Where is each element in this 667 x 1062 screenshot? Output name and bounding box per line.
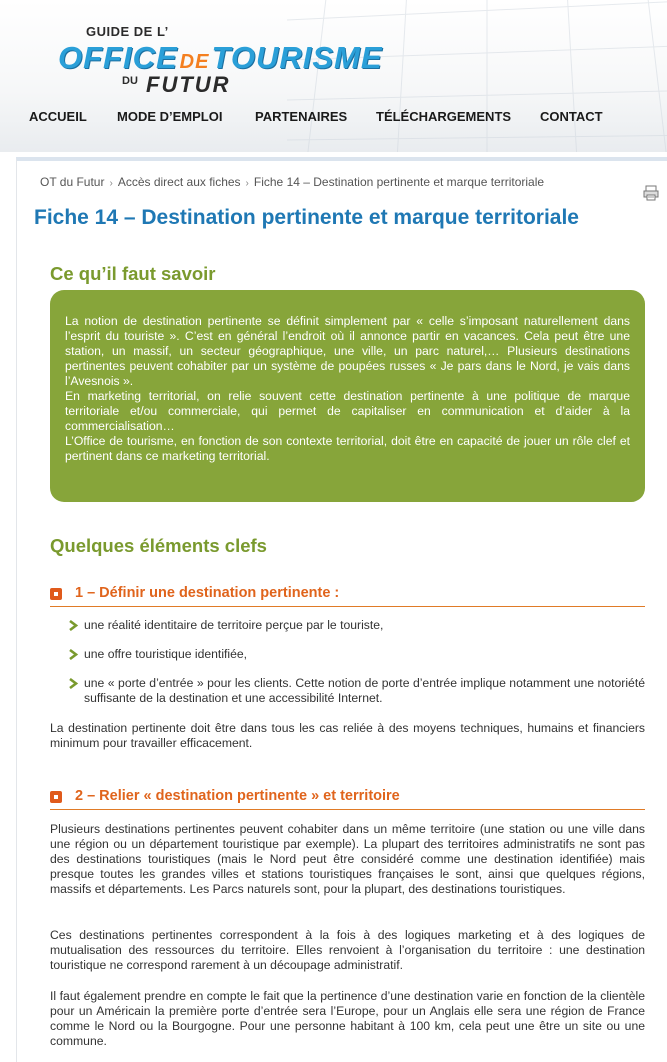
chevron-right-icon xyxy=(68,678,79,689)
list-item-text: une offre touristique identifiée, xyxy=(84,647,248,661)
site-header xyxy=(0,0,667,152)
breadcrumb-fiches[interactable]: Accès direct aux fiches xyxy=(117,175,241,189)
info-box xyxy=(50,290,645,502)
chevron-right-icon xyxy=(68,620,79,631)
breadcrumb-home[interactable]: OT du Futur xyxy=(40,175,105,189)
logo-tourisme-word: TOURISME xyxy=(211,40,383,75)
chevron-right-icon xyxy=(68,649,79,660)
list-item-text: une réalité identitaire de territoire perçue par le touriste, xyxy=(84,618,384,632)
logo-office-text xyxy=(58,40,383,76)
breadcrumb-separator: › xyxy=(109,178,113,189)
site-logo[interactable] xyxy=(58,24,438,100)
logo-office-word: OFFICE xyxy=(58,40,178,75)
breadcrumb-current: Fiche 14 – Destination pertinente et marque territoriale xyxy=(253,175,545,189)
list-item xyxy=(68,676,645,706)
subsection-heading-2 xyxy=(50,788,645,810)
subsection-title: 1 – Définir une destination pertinente : xyxy=(75,585,340,601)
logo-de-word: DE xyxy=(179,51,210,73)
nav-item-contact[interactable]: CONTACT xyxy=(540,109,603,124)
main-nav xyxy=(0,109,667,129)
subsection-heading-1 xyxy=(50,585,645,607)
subsection-title: 2 – Relier « destination pertinente » et territoire xyxy=(75,788,400,804)
body-paragraph: Ces destinations pertinentes correspondent à la fois à des logiques marketing et à des logiques de mutualisation des ressources du territoire. Elles renvoient à l’organisation du territoire : une destination touristique ne correspond rarement à un découpage administratif. xyxy=(50,928,645,972)
nav-item-mode-emploi[interactable]: MODE D’EMPLOI xyxy=(117,109,223,124)
body-paragraph: Il faut également prendre en compte le fait que la pertinence d’une destination varie en fonction de la clientèle pour un Américain la première porte d’entrée sera l’Europe, pour un Anglais elle sera une région de France comme le Nord ou la Bourgogne. Pour une personne habitant à 100 km, cela peut une être un site ou une commune. xyxy=(50,989,645,1048)
logo-du-text: DU xyxy=(122,75,138,87)
page-title: Fiche 14 – Destination pertinente et marque territoriale xyxy=(34,206,579,229)
body-paragraph: Plusieurs destinations pertinentes peuvent cohabiter dans un même territoire (une station ou une ville dans une région ou un département touristique par exemple). La plupart des territoires administratifs ne sont pas des destinations touristiques (mais le Nord peut être considéré comme une destination identifiée) mais presque toutes les grandes villes et stations touristiques françaises le sont, ainsi que quelques régions, massifs et départements. Les Parcs naturels sont, pour la plupart, des destinations touristiques. xyxy=(50,822,645,896)
logo-futur-text: FUTUR xyxy=(146,72,231,97)
info-paragraph: L’Office de tourisme, en fonction de son contexte territorial, doit être en capacité de jouer un rôle clef et pertinent dans ce marketing territorial. xyxy=(65,434,630,463)
nav-item-accueil[interactable]: ACCUEIL xyxy=(29,109,87,124)
nav-item-partenaires[interactable]: PARTENAIRES xyxy=(255,109,348,124)
info-paragraph: La notion de destination pertinente se définit simplement par « celle s’imposant naturellement dans l’esprit du touriste ». C’est en général l’endroit où il annonce partir en vacances. Cela peut être une station, un massif, un secteur géographique, une ville, un parc naturel,… Plusieurs destinations pertinentes peuvent cohabiter par un système de poupées russes « Je pars dans le Nord, je vais dans l’Avesnois ». xyxy=(65,314,630,388)
print-icon[interactable] xyxy=(643,185,659,201)
list-item-text: une « porte d’entrée » pour les clients. Cette notion de porte d’entrée implique notamment une notoriété suffisante de la destination et une accessibilité Internet. xyxy=(84,676,645,705)
nav-item-telechargements[interactable]: TÉLÉCHARGEMENTS xyxy=(376,109,512,124)
list-item xyxy=(68,647,645,662)
body-paragraph: La destination pertinente doit être dans tous les cas reliée à des moyens techniques, humains et financiers minimum pour travailler efficacement. xyxy=(50,721,645,750)
section-heading-savoir: Ce qu’il faut savoir xyxy=(50,263,216,284)
bullet-square-icon xyxy=(50,791,62,803)
section-heading-elements: Quelques éléments clefs xyxy=(50,535,267,556)
info-paragraph: En marketing territorial, on relie souvent cette destination pertinente à une politique de marque territoriale et/ou commerciale, qui permet de capitaliser en communication et d’aider à la commercialisation… xyxy=(65,389,630,433)
list-item xyxy=(68,618,645,633)
bullet-square-icon xyxy=(50,588,62,600)
breadcrumb xyxy=(40,175,544,189)
breadcrumb-separator: › xyxy=(245,178,249,189)
logo-guide-text: GUIDE DE L’ xyxy=(86,24,169,39)
